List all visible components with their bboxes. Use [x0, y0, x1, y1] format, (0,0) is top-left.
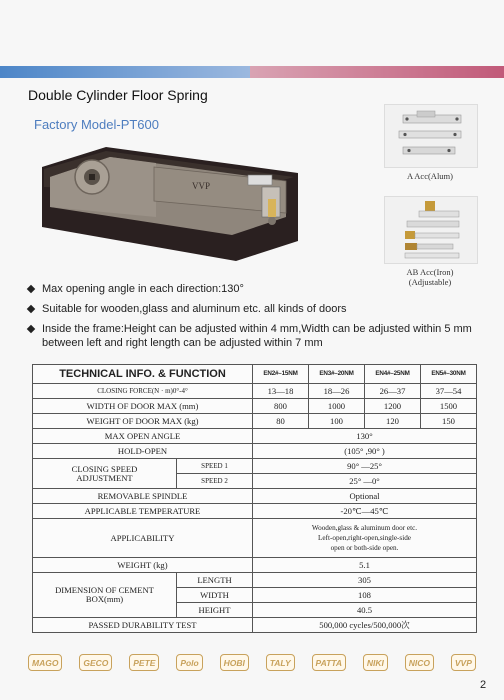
sub-label: SPEED 1 [177, 459, 253, 474]
sub-label: LENGTH [177, 573, 253, 588]
accessory-ab-caption-line2: (Adjustable) [408, 277, 452, 287]
row-label [33, 573, 177, 618]
row-label: HOLD-OPEN [33, 444, 253, 459]
header-bar-blue [0, 66, 250, 78]
table-cell: 13—18 [253, 384, 309, 399]
brand-logo-nico: NICO [405, 654, 434, 671]
table-row [33, 489, 477, 504]
table-row [33, 459, 477, 474]
brand-logo-pete: PETE [129, 654, 159, 671]
page-title: Double Cylinder Floor Spring [28, 87, 208, 103]
diamond-bullet-icon [27, 285, 35, 293]
table-row [33, 618, 477, 633]
table-row [33, 414, 477, 429]
table-cell [253, 519, 477, 558]
table-cell: 500,000 cycles/500,000次 [253, 618, 477, 633]
applicability-line: Left-open,right-open,single-side [317, 534, 411, 542]
feature-text: Inside the frame:Height can be adjusted within 4 mm,Width can be adjusted within 5 mm between left and right length can be adjusted within 7 mm [42, 323, 472, 349]
table-cell: Optional [253, 489, 477, 504]
feature-text: Max opening angle in each direction:130° [42, 283, 244, 295]
table-cell: 800 [253, 399, 309, 414]
table-row [33, 429, 477, 444]
brand-logo-patta: PATTA [312, 654, 346, 671]
table-cell: 100 [309, 414, 365, 429]
table-row [33, 558, 477, 573]
row-label: APPLICABLE TEMPERATURE [33, 504, 253, 519]
table-row [33, 573, 477, 588]
brand-logo-taly: TALY [266, 654, 295, 671]
sub-label: HEIGHT [177, 603, 253, 618]
applicability-line: open or both-side open. [330, 544, 399, 552]
column-header: EN3#–20NM [309, 365, 365, 384]
table-cell: 120 [365, 414, 421, 429]
table-cell: 25° —0° [253, 474, 477, 489]
table-row [33, 384, 477, 399]
row-label: WEIGHT (kg) [33, 558, 253, 573]
page-number: 2 [480, 679, 487, 691]
accessory-a-caption: A Acc(Alum) [406, 171, 454, 181]
feature-list [26, 282, 476, 356]
table-cell: 18—26 [309, 384, 365, 399]
closing-speed-label-line1: CLOSING SPEED [71, 463, 138, 474]
accessory-ab-iron-image [384, 196, 478, 264]
table-row [33, 504, 477, 519]
table-cell: 80 [253, 414, 309, 429]
technical-info-table [32, 364, 477, 633]
table-cell: -20℃—45℃ [253, 504, 477, 519]
row-label: CLOSING FORCE(N · m)0°-4° [33, 384, 253, 399]
brand-logo-mago: MAGO [28, 654, 62, 671]
row-label: APPLICABILITY [33, 519, 253, 558]
dimension-label-line2: BOX(mm) [85, 594, 124, 604]
applicability-line: Wooden,glass & aluminum door etc. [311, 524, 418, 532]
column-header: EN5#–30NM [421, 365, 477, 384]
feature-item [26, 322, 476, 350]
row-label: WIDTH OF DOOR MAX (mm) [33, 399, 253, 414]
table-cell: 26—37 [365, 384, 421, 399]
diamond-bullet-icon [27, 325, 35, 333]
dimension-label-line1: DIMENSION OF CEMENT [55, 585, 154, 595]
table-row [33, 399, 477, 414]
table-cell: 90° —25° [253, 459, 477, 474]
row-label: PASSED DURABILITY TEST [33, 618, 253, 633]
feature-item [26, 302, 476, 316]
product-brand-label: VVP [192, 181, 211, 191]
brand-logo-geco: GECO [79, 654, 112, 671]
model-subtitle: Factory Model-PT600 [34, 117, 159, 132]
column-header: EN2#–15NM [253, 365, 309, 384]
table-cell: 305 [253, 573, 477, 588]
accessory-ab-caption-line1: AB Acc(Iron) [406, 267, 454, 277]
table-cell: 1500 [421, 399, 477, 414]
table-cell: 150 [421, 414, 477, 429]
sub-label: WIDTH [177, 588, 253, 603]
brand-logo-vvp: VVP [451, 654, 476, 671]
table-cell: 130° [253, 429, 477, 444]
table-header-row [33, 365, 477, 384]
table-cell: 108 [253, 588, 477, 603]
row-label: WEIGHT OF DOOR MAX (kg) [33, 414, 253, 429]
table-row [33, 444, 477, 459]
brand-logo-strip [28, 654, 476, 674]
row-label: REMOVABLE SPINDLE [33, 489, 253, 504]
closing-speed-label-line2: ADJUSTMENT [76, 472, 133, 483]
header-bar-pink [250, 66, 504, 78]
brand-logo-hobi: HOBI [220, 654, 249, 671]
floor-spring-product-image [36, 147, 302, 261]
table-cell: (105° ,90° ) [253, 444, 477, 459]
header-color-bar [0, 66, 504, 78]
table-cell: 5.1 [253, 558, 477, 573]
column-header: EN4#–25NM [365, 365, 421, 384]
sub-label: SPEED 2 [177, 474, 253, 489]
table-row [33, 519, 477, 558]
table-cell: 40.5 [253, 603, 477, 618]
table-title: TECHNICAL INFO. & FUNCTION [33, 365, 253, 384]
row-label: MAX OPEN ANGLE [33, 429, 253, 444]
feature-item [26, 282, 476, 296]
table-cell: 1200 [365, 399, 421, 414]
brand-logo-niki: NIKI [363, 654, 388, 671]
table-cell: 1000 [309, 399, 365, 414]
table-cell: 37—54 [421, 384, 477, 399]
row-label [33, 459, 177, 489]
accessory-a-alum-image [384, 104, 478, 168]
brand-logo-polo: Polo [176, 654, 202, 671]
feature-text: Suitable for wooden,glass and aluminum etc. all kinds of doors [42, 303, 347, 315]
diamond-bullet-icon [27, 305, 35, 313]
